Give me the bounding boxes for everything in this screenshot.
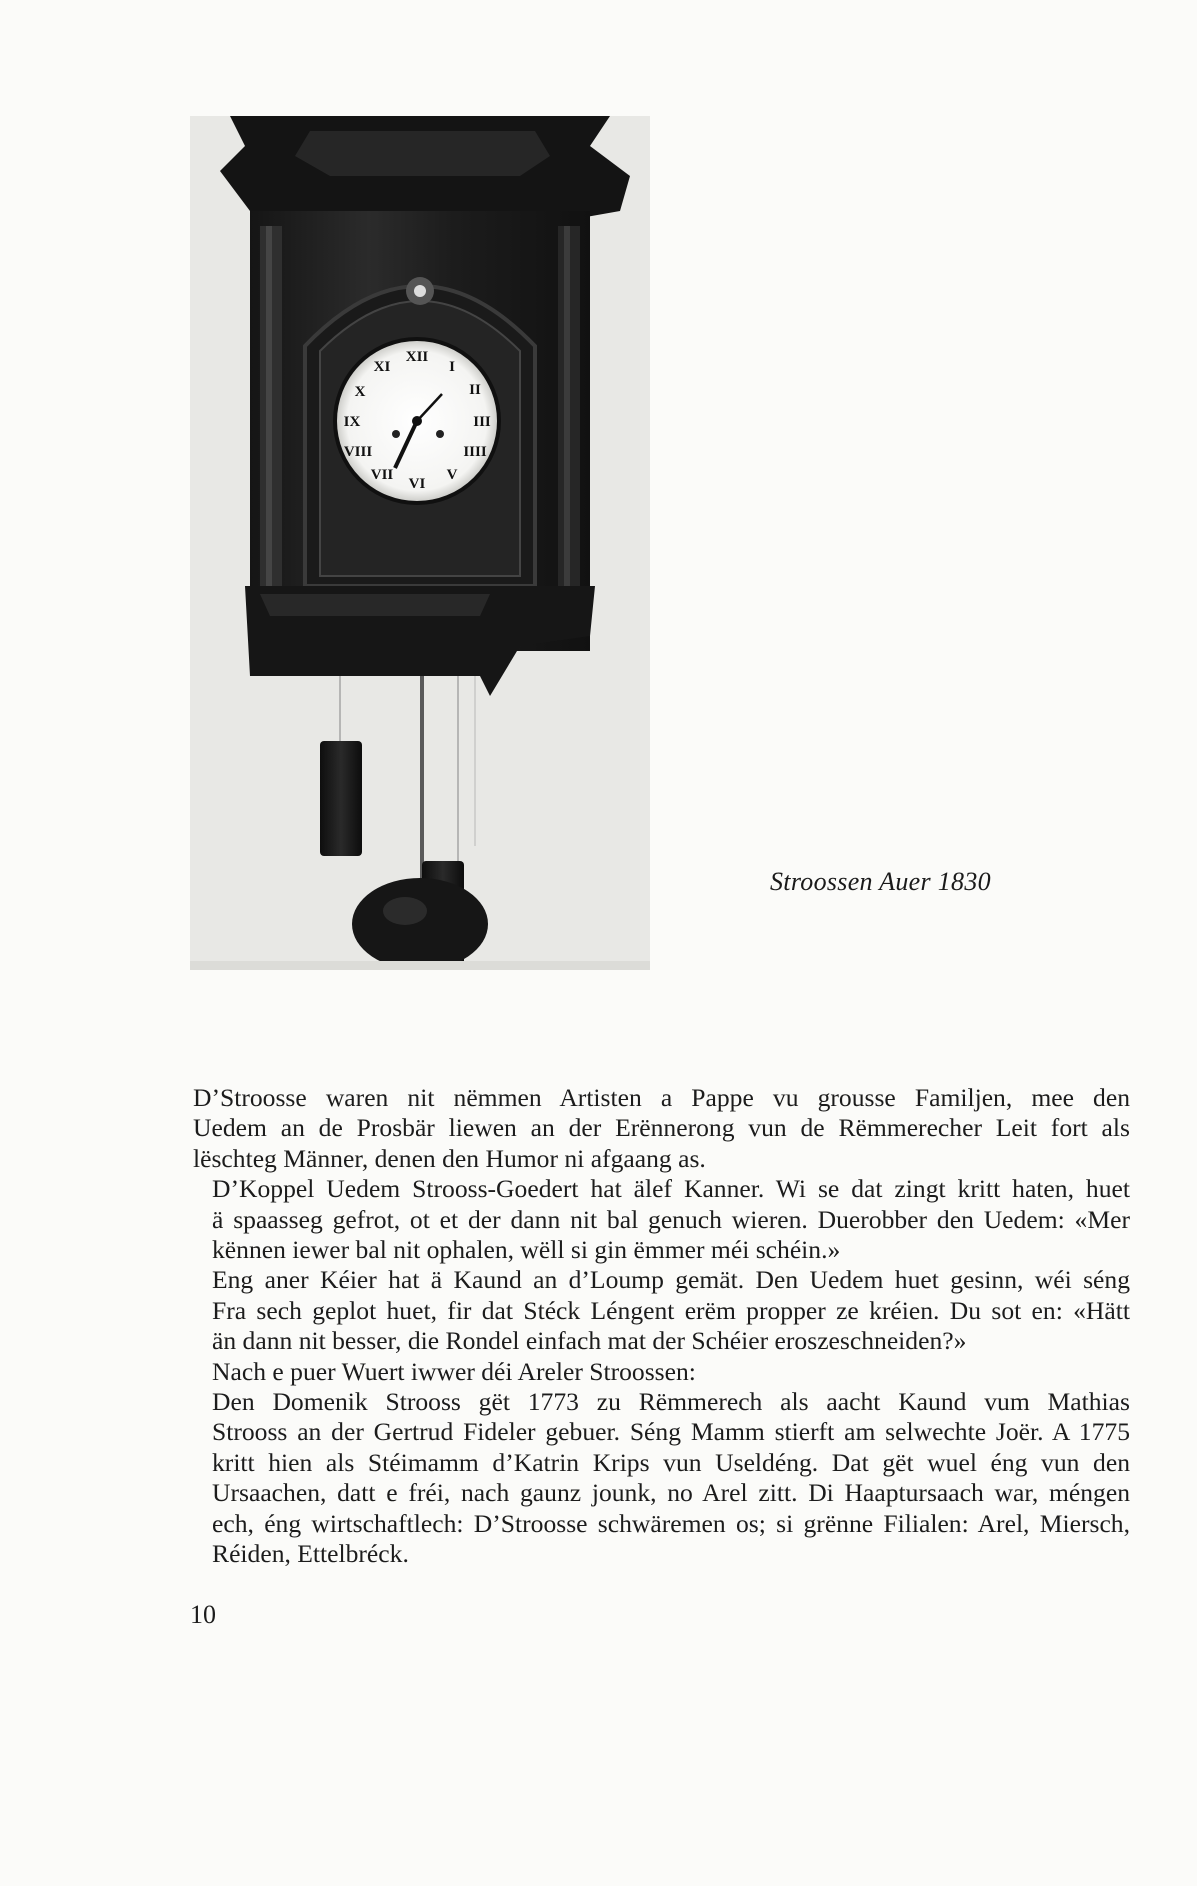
- text-line: D’Koppel Uedem Strooss-Goedert hat älef Kanner. Wi se dat zingt kritt haten, huet: [212, 1174, 1130, 1204]
- svg-text:IIII: IIII: [463, 444, 487, 460]
- text-line: Strooss an der Gertrud Fideler gebuer. Séng Mamm stierft am selwechte Joër. A 1775: [212, 1417, 1130, 1447]
- body-text: [193, 1083, 1130, 1570]
- svg-text:X: X: [354, 384, 366, 400]
- text-line: ech, éng wirtschaftlech: D’Stroosse schwäremen os; si grënne Filialen: Arel, Miersch,: [212, 1508, 1130, 1538]
- svg-text:IX: IX: [343, 414, 361, 430]
- svg-text:I: I: [449, 359, 455, 375]
- text-line: D’Stroosse waren nit nëmmen Artisten a Pappe vu grousse Familjen, mee den: [193, 1083, 1130, 1112]
- svg-text:II: II: [469, 382, 481, 398]
- text-line: ä spaasseg gefrot, ot et der dann nit bal genuch wieren. Duerobber den Uedem: «Mer: [212, 1204, 1130, 1234]
- text-line: Uedem an de Prosbär liewen an der Erënnerong vun de Rëmmerecher Leit fort als: [193, 1113, 1130, 1143]
- svg-text:VIII: VIII: [343, 444, 373, 460]
- paragraph: [193, 1083, 1130, 1174]
- svg-text:III: III: [473, 414, 491, 430]
- text-line: kënnen iewer bal nit ophalen, wëll si gin ëmmer méi schéin.»: [212, 1235, 841, 1265]
- clock-photograph: [190, 116, 650, 970]
- paragraph: [193, 1387, 1130, 1569]
- text-line: Eng aner Kéier hat ä Kaund an d’Loump gemät. Den Uedem huet gesinn, wéi séng: [212, 1265, 1130, 1295]
- paragraph: [193, 1265, 1130, 1356]
- page-number: 10: [190, 1600, 216, 1629]
- text-line: kritt hien als Stéimamm d’Katrin Krips vun Useldéng. Dat gët wuel éng vun den: [212, 1447, 1130, 1477]
- text-line: Ursaachen, datt e fréi, nach gaunz jounk, no Arel zitt. Di Haaptursaach war, méngen: [212, 1478, 1130, 1508]
- wall-clock-photo-icon: [190, 116, 650, 970]
- svg-text:XI: XI: [373, 359, 391, 375]
- text-line: än dann nit besser, die Rondel einfach mat der Schéier eroszeschneiden?»: [212, 1326, 967, 1356]
- text-line: Den Domenik Strooss gët 1773 zu Rëmmerech als aacht Kaund vum Mathias: [212, 1387, 1130, 1417]
- text-line: Fra sech geplot huet, fir dat Stéck Léngent erëm propper ze kréien. Du sot en: «Hätt: [212, 1295, 1130, 1325]
- text-line: Réiden, Ettelbréck.: [212, 1539, 409, 1569]
- figure-caption: Stroossen Auer 1830: [770, 867, 991, 896]
- paragraph: [193, 1357, 1130, 1387]
- svg-text:VII: VII: [370, 467, 394, 483]
- paragraph: [193, 1174, 1130, 1265]
- svg-text:VI: VI: [408, 476, 426, 492]
- text-line: Nach e puer Wuert iwwer déi Areler Stroossen:: [212, 1356, 696, 1386]
- text-line: lëschteg Männer, denen den Humor ni afgaang as.: [193, 1143, 706, 1173]
- svg-text:XII: XII: [405, 349, 429, 365]
- svg-text:V: V: [446, 467, 458, 483]
